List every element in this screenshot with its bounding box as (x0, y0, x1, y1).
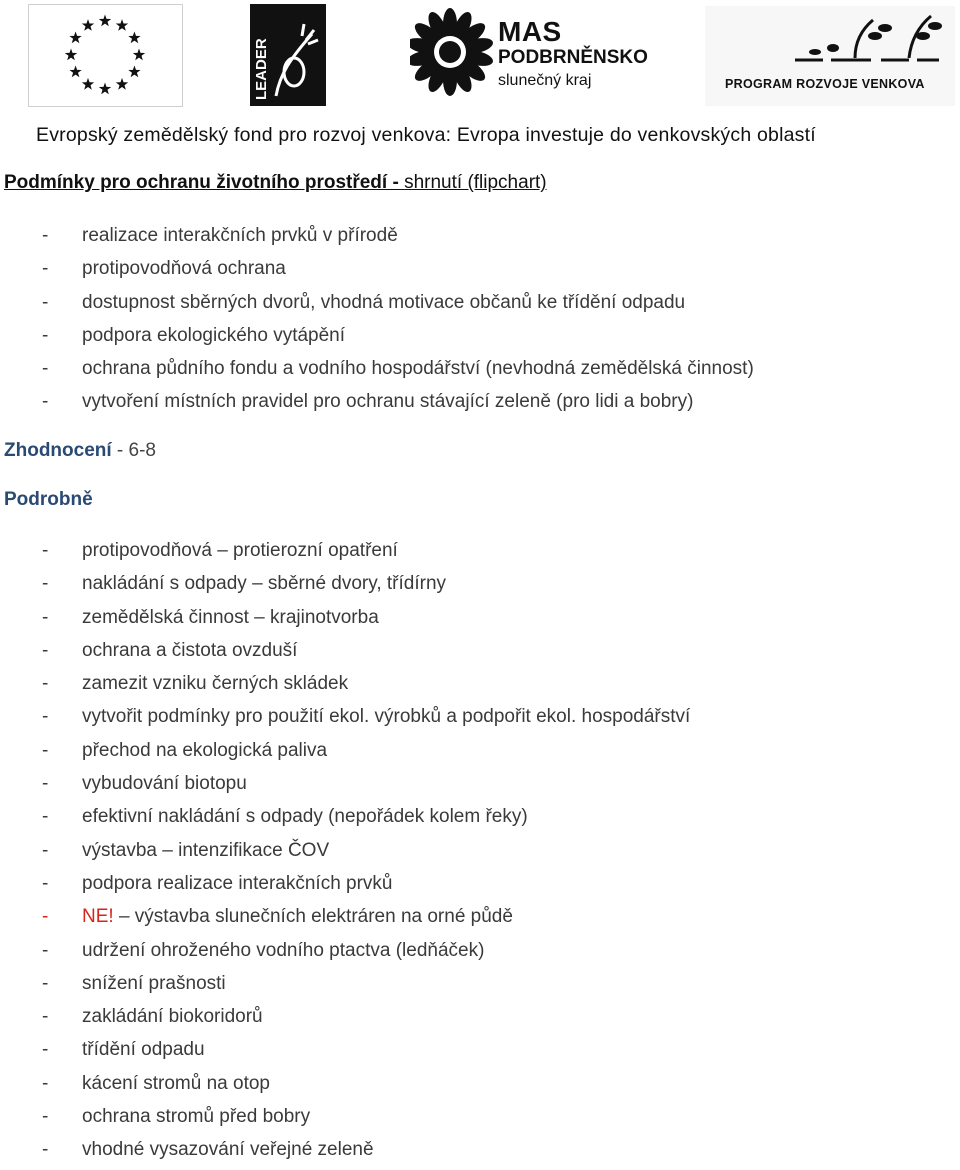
list-item-text (82, 1003, 263, 1031)
list-item-text: realizace interakčních prvků v přírodě (82, 225, 398, 246)
list-item-text (82, 703, 690, 731)
list-item-text (82, 770, 247, 798)
bullet-dash: - (42, 540, 49, 561)
leader-logo (250, 4, 326, 106)
program-name: PROGRAM ROZVOJE VENKOVA (725, 77, 925, 91)
item-text: třídění odpadu (82, 1039, 205, 1061)
bullet-dash: - (42, 706, 49, 728)
star-icon (99, 15, 111, 27)
star-icon (128, 66, 140, 78)
bullet-dash: - (42, 391, 49, 413)
item-text: přechod na ekologická paliva (82, 739, 328, 761)
list-item-text (82, 604, 379, 632)
item-text: kácení stromů na otop (82, 1072, 270, 1094)
bullet-dash: - (42, 839, 49, 861)
fund-title: Evropský zemědělský fond pro rozvoj venkova: Evropa investuje do venkovských oblastí (36, 124, 816, 146)
bullet-dash: - (42, 806, 49, 828)
list-item-text: podpora ekologického vytápění (82, 324, 346, 346)
star-icon (116, 78, 128, 90)
list-item-text (82, 1103, 310, 1131)
bullet-dash: - (42, 1006, 49, 1028)
list-item-text (82, 903, 513, 931)
mas-name: MAS (498, 16, 562, 47)
item-text: zemědělská činnost – krajinotvorba (82, 606, 379, 628)
list-item-text (82, 637, 297, 665)
bullet-dash: - (42, 1106, 49, 1128)
bullet-dash: - (42, 324, 49, 346)
evaluation-label: Zhodnocení (4, 440, 112, 461)
bullet-dash: - (42, 773, 49, 795)
item-text: efektivní nakládání s odpady (nepořádek kolem řeky) (82, 806, 528, 828)
star-icon (69, 32, 81, 44)
star-icon (99, 83, 111, 95)
program-logo (705, 6, 955, 106)
star-icon (133, 49, 145, 61)
item-text: nakládání s odpady – sběrné dvory, třídírny (82, 573, 447, 595)
item-text: snížení prašnosti (82, 972, 226, 994)
bullet-dash: - (42, 1139, 49, 1161)
heading-subtitle: shrnutí (flipchart) (404, 172, 547, 193)
list-item-text: protipovodňová ochrana (82, 258, 286, 280)
bullet-dash: - (42, 258, 49, 280)
list-item-text (82, 870, 393, 898)
item-text: zamezit vzniku černých skládek (82, 673, 349, 695)
item-text: vybudování biotopu (82, 773, 247, 795)
star-icon (128, 32, 140, 44)
bullet-dash: - (42, 291, 49, 313)
mas-logo (410, 8, 650, 104)
heading-bold: Podmínky pro ochranu životního prostředí - (4, 172, 405, 193)
bullet-dash: - (42, 939, 49, 961)
item-text: podpora realizace interakčních prvků (82, 872, 393, 894)
list-item-text (82, 570, 446, 598)
warning-prefix: NE! (82, 906, 114, 928)
bullet-dash: - (42, 1072, 49, 1094)
bullet-dash: - (42, 739, 49, 761)
evaluation (4, 440, 156, 462)
document-heading (4, 172, 547, 194)
sunflower-icon (410, 8, 494, 98)
star-icon (69, 66, 81, 78)
detail-label: Podrobně (4, 489, 93, 510)
list-item-text (82, 970, 226, 998)
leader-logo-icon (250, 4, 326, 106)
star-icon (82, 78, 94, 90)
bullet-dash: - (42, 673, 49, 695)
list-item-text: vytvoření místních pravidel pro ochranu stávající zeleně (pro lidi a bobry) (82, 391, 694, 413)
list-item-text: dostupnost sběrných dvorů, vhodná motivace občanů ke třídění odpadu (82, 291, 686, 313)
mas-tagline: slunečný kraj (498, 72, 592, 89)
bullet-dash: - (42, 358, 49, 380)
bullet-dash: - (42, 972, 49, 994)
list-item-text (82, 1136, 374, 1164)
list-item-text (82, 937, 484, 965)
leader-text: LEADER (253, 38, 270, 100)
list-item-text (82, 670, 348, 698)
list-item-text: ochrana půdního fondu a vodního hospodářství (nevhodná zemědělská činnost) (82, 358, 754, 380)
item-text: vhodné vysazování veřejné zeleně (82, 1139, 374, 1161)
item-text: protipovodňová – protierozní opatření (82, 540, 398, 561)
bullet-dash: - (42, 906, 49, 928)
list-item-text (82, 837, 329, 865)
mas-region: PODBRNĚNSKO (498, 47, 648, 68)
item-text: výstavba – intenzifikace ČOV (82, 839, 330, 861)
item-text: udržení ohroženého vodního ptactva (ledňáček) (82, 939, 485, 961)
bullet-dash: - (42, 573, 49, 595)
bullet-dash: - (42, 1039, 49, 1061)
item-text: ochrana a čistota ovzduší (82, 639, 298, 661)
bullet-dash: - (42, 872, 49, 894)
bullet-dash: - (42, 639, 49, 661)
list-item-text (82, 537, 398, 565)
plant-sprout-icon (705, 6, 955, 72)
item-text: vytvořit podmínky pro použití ekol. výrobků a podpořit ekol. hospodářství (82, 706, 691, 728)
item-text: – výstavba slunečních elektráren na orné půdě (113, 906, 513, 928)
logo-bar (0, 0, 960, 112)
star-icon (116, 19, 128, 31)
item-text: ochrana stromů před bobry (82, 1106, 311, 1128)
list-item-text (82, 737, 327, 765)
star-icon (65, 49, 77, 61)
star-icon (82, 19, 94, 31)
list-item-text (82, 1070, 270, 1098)
item-text: zakládání biokoridorů (82, 1006, 263, 1028)
eu-flag-logo (28, 4, 183, 107)
list-item-text (82, 1036, 205, 1064)
evaluation-score: - 6-8 (111, 440, 157, 461)
eu-flag-icon (29, 5, 182, 106)
bullet-dash: - (42, 225, 49, 246)
bullet-dash: - (42, 606, 49, 628)
list-item-text (82, 803, 528, 831)
